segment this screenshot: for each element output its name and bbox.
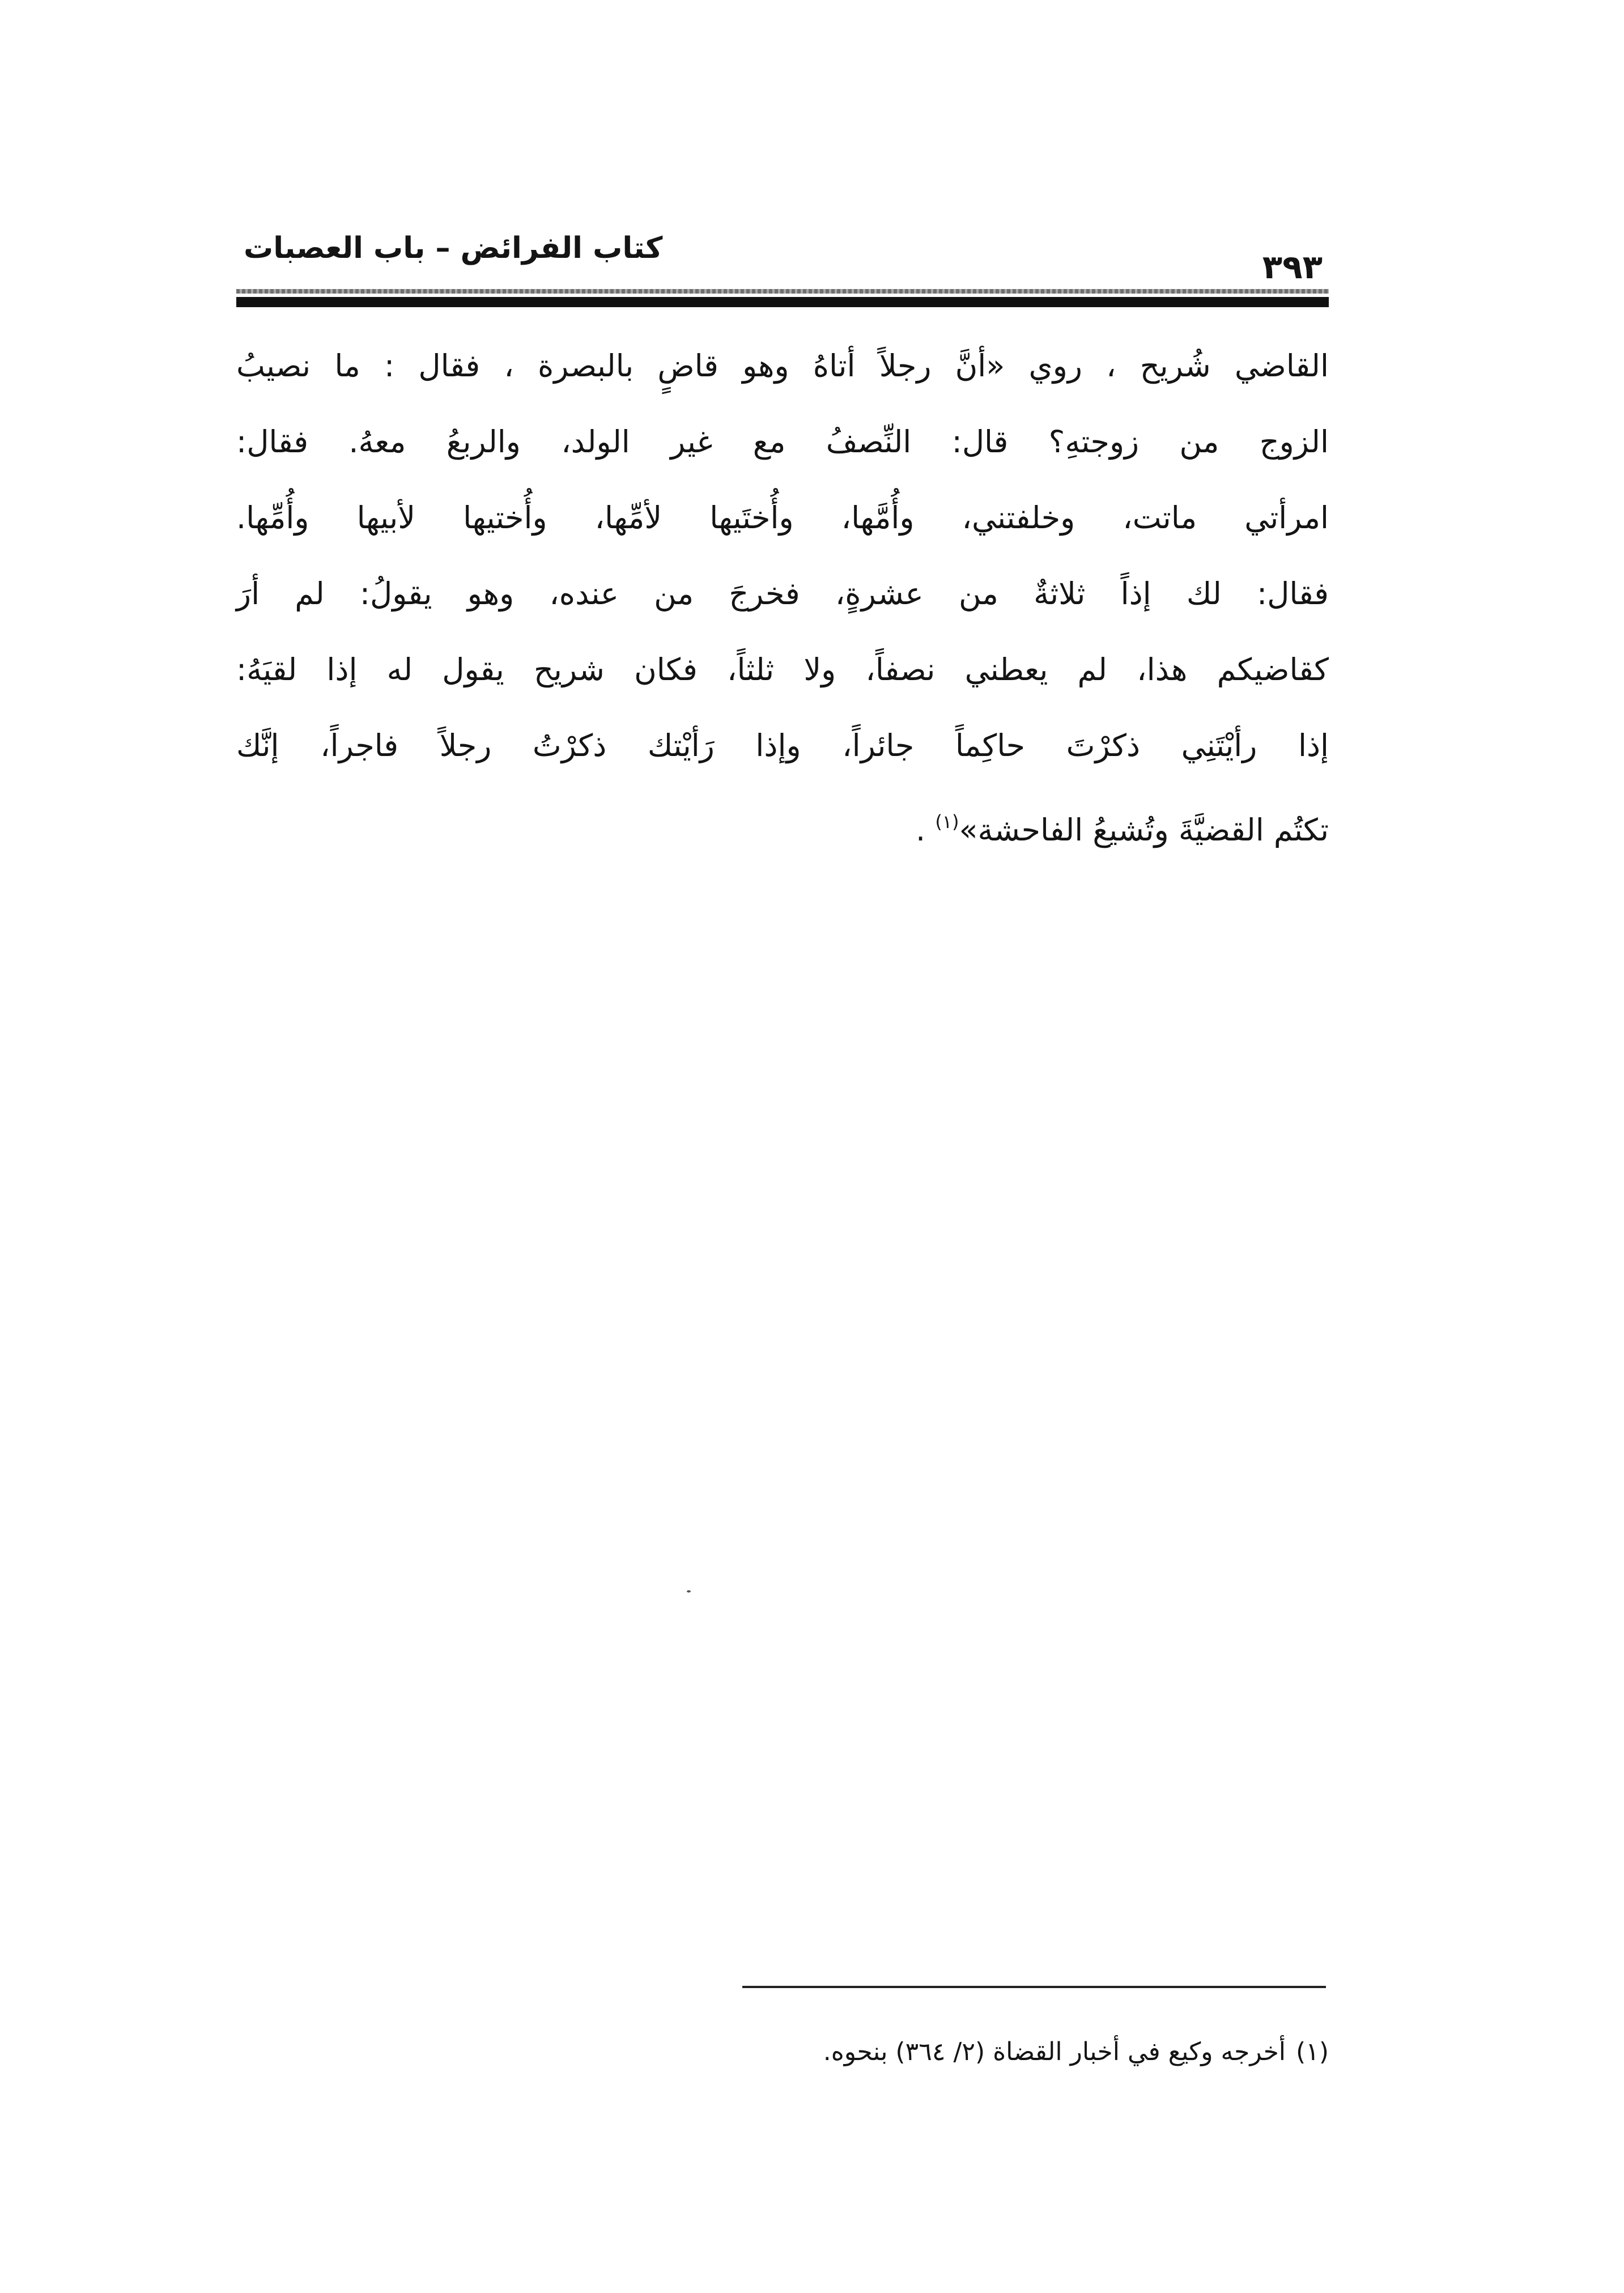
footnote	[823, 2032, 1329, 2072]
body-line: الزوج من زوجتهِ؟ قال: النِّصفُ مع غير الولد، والربعُ معهُ. فقال:	[236, 424, 1329, 460]
body-line-last-tail: .	[915, 812, 936, 848]
scan-speck	[687, 1590, 691, 1593]
body-line: امرأتي ماتت، وخلفتني، وأُمَّها، وأُختَيها لأمِّها، وأُختيها لأبيها وأُمِّها.	[236, 500, 1329, 536]
footnote-separator-rule	[742, 1986, 1326, 1988]
body-line: القاضي شُريح ، روي «أنَّ رجلاً أتاهُ وهو قاضٍ بالبصرة ، فقال : ما نصيبُ	[236, 348, 1329, 384]
body-line: كقاضيكم هذا، لم يعطني نصفاً، ولا ثلثاً، فكان شريح يقول له إذا لقيَهُ:	[236, 652, 1329, 687]
body-line-last	[236, 784, 1329, 860]
body-line-last-text: تكتُم القضيَّةَ وتُشيعُ الفاحشة»	[959, 812, 1329, 848]
body-line: إذا رأيْتَنِي ذكرْتَ حاكِماً جائراً، وإذا رَأيْتك ذكرْتُ رجلاً فاجراً، إنَّك	[236, 728, 1329, 763]
body-line: فقال: لك إذاً ثلاثةٌ من عشرةٍ، فخرجَ من عنده، وهو يقولُ: لم أرَ	[236, 576, 1329, 612]
page-number: ٣٩٣	[1262, 248, 1323, 286]
main-text-block	[236, 328, 1329, 860]
footnote-reference: (١)	[935, 811, 959, 833]
header-double-rule	[236, 289, 1329, 309]
header-rule-thin	[236, 289, 1329, 294]
header-rule-thick	[236, 297, 1329, 307]
footnote-text: أخرجه وكيع في أخبار القضاة (٢/ ٣٦٤) بنحوه.	[823, 2037, 1286, 2066]
footnote-marker: (١)	[1296, 2037, 1329, 2066]
running-header-title: كتاب الفرائض – باب العصبات	[244, 231, 663, 265]
